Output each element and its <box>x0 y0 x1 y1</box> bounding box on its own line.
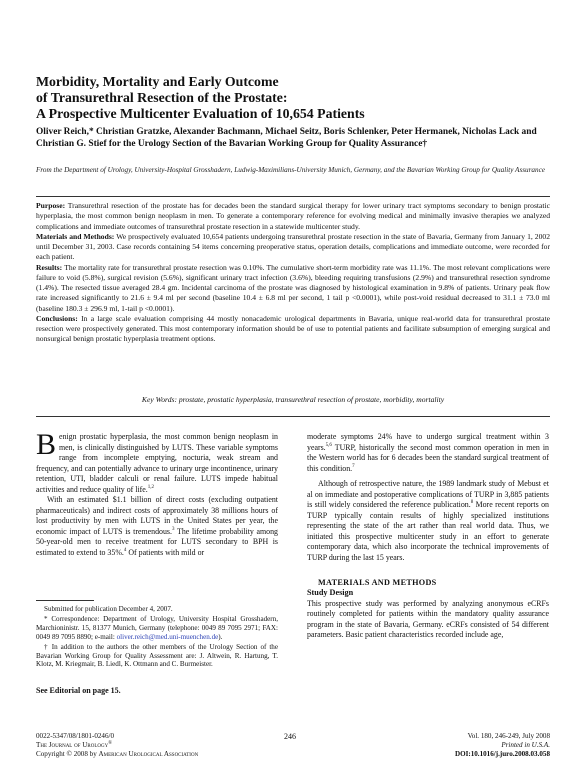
abstract-results <box>36 263 550 314</box>
results-text: The mortality rate for transurethral prostate resection was 0.10%. The cumulative short-term morbidity rate was 11.1%. The most relevant complications were failure to void (5.8%), surgical revision (5.6%), significant urinary tract infection (3.6%), bleeding requiring transfusions (2.9%) and transurethral resection syndrome (1.4%). The resected tissue averaged 28.4 gm. Incidental carcinoma of the prostate was diagnosed by histological examination in 9.8% of patients. Urinary peak flow rate increased significantly to 21.6 ± 9.4 ml per second (baseline 10.4 ± 6.8 ml per second, 1 tail p <0.0001), while post-void residual decreased to 31.1 ± 73.0 ml (baseline 180.3 ± 296.9 ml, 1-tail p <0.0001). <box>36 262 550 313</box>
abstract <box>36 201 550 345</box>
copyright-text: Copyright © 2008 by <box>36 750 99 759</box>
issn-code: 0022-5347/08/1801-0246/0 <box>36 732 115 740</box>
affiliation: From the Department of Urology, University-Hospital Grosshadern, Ludwig-Maximilians-University Munich, Germany, and the Bavarian Working Group for Quality Assurance <box>36 166 545 174</box>
intro-paragraph-2 <box>36 495 278 558</box>
title-line-3: A Prospective Multicenter Evaluation of 10,654 Patients <box>36 106 365 122</box>
intro-paragraph-4 <box>307 479 549 563</box>
ref-7[interactable]: 7 <box>352 463 355 469</box>
copyright-line <box>36 750 198 759</box>
intro-p4-text-a: Although of retrospective nature, the 1989 landmark study of Mebust et al on immediate and postoperative complications of TURP in 3,885 patients is still widely considered the reference publication. <box>307 479 549 510</box>
methods-paragraph-1: This prospective study was performed by analyzing anonymous eCRFs routinely completed for patients within the mandatory quality assurance program in the state of Bavaria, Germany. eCRFs consisted of 54 different parameters. Basic patient characteristics recorded include age, <box>307 598 549 640</box>
purpose-label: Purpose: <box>36 201 66 210</box>
printed-in: Printed in U.S.A. <box>501 741 550 750</box>
subheading-study-design: Study Design <box>307 588 354 598</box>
footer-right <box>455 732 550 760</box>
section-heading-methods: MATERIALS AND METHODS <box>318 577 437 587</box>
registered-mark: ® <box>108 741 113 747</box>
page-number: 246 <box>284 732 296 741</box>
correspondence-text: * Correspondence: Department of Urology, University Hospital Grosshadern, Marchioninistr. 15, 81377 Munich, Germany (telephone: 0049 89 7095 2971; FAX: 0049 89 7095 8890; e-mail: <box>36 614 278 641</box>
drop-cap: B <box>36 428 57 461</box>
key-words: Key Words: prostate, prostatic hyperplasia, transurethral resection of prostate, morbidity, mortality <box>141 395 445 404</box>
article-title <box>36 74 556 123</box>
methods-text: We prospectively evaluated 10,654 patients undergoing transurethral prostate resection in the state of Bavaria, Germany from January 1, 2002 until December 31, 2003. Case records containing 54 items concerning preoperative status, operation details, complications and immediate outcome, were recorded for each patient. <box>36 231 550 262</box>
abstract-conclusions <box>36 314 550 345</box>
footer-left <box>36 732 198 760</box>
ref-5-6[interactable]: 5,6 <box>325 442 332 448</box>
intro-p4-text-b: More recent reports on TURP typically contain results of highly specialized institutions representing the state of the art rather than real world data. Thus, we initiated this prospective multicenter study in an effort to generate contemporary data, which also incorporate the technical improvements of TURP during the last 15 years. <box>307 500 549 563</box>
intro-p2-text-c: Of patients with mild or <box>126 548 205 558</box>
footnotes <box>36 605 278 670</box>
intro-p2-text-a: With an estimated $1.1 billion of direct costs (excluding outpatient pharmaceuticals) and indirect costs of approximately 38 millions hours of lost productivity by men with LUTS in the United States per year, the economic impact of LUTS is tremendous. <box>36 495 278 536</box>
results-label: Results: <box>36 262 63 272</box>
title-line-1: Morbidity, Mortality and Early Outcome <box>36 74 279 89</box>
conclusions-text: In a large scale evaluation comprising 44 mostly nonacademic urological departments in Bavaria, unique real-world data for transurethral prostate resection were prospectively generated. This most contemporary information should be of use to potential patients and facilitate subsumption of emerging surgical and nonsurgical benign prostatic hyperplasia treatment options. <box>36 313 550 344</box>
conclusions-label: Conclusions: <box>36 313 78 323</box>
footnote-rule <box>36 600 94 601</box>
ref-3[interactable]: 3 <box>171 526 175 532</box>
intro-paragraph-1 <box>36 428 278 495</box>
methods-label: Materials and Methods: <box>36 231 115 241</box>
abstract-top-rule <box>36 196 550 197</box>
intro-p1-text: enign prostatic hyperplasia, the most common benign neoplasm in men, is clinically distinguished by LUTS. These variable symptoms range from incomplete emptying, nocturia, weak stream and frequency, and can potentially advance to urinary urge incontinence, urinary retention, UTI, bladder calculi or renal failure. LUTS impede habitual activities and reduce quality of life. <box>36 432 278 494</box>
footnote-members: † In addition to the authors the other members of the Urology Section of the Bavarian Working Group for Quality Assessment are: J. Altwein, R. Hartung, T. Klotz, M. Kriegmair, B. Liedl, K. Ottmann and C. Burmeister. <box>36 642 278 669</box>
intro-p3-text-a: moderate symptoms 24% have to undergo surgical treatment within 3 years. <box>307 432 549 452</box>
right-column <box>307 432 549 641</box>
doi[interactable]: DOI:10.1016/j.juro.2008.03.058 <box>454 750 550 759</box>
abstract-methods <box>36 232 550 263</box>
abstract-bottom-rule <box>36 416 550 417</box>
intro-p2-text-b: The lifetime probability among 50-year-old men to receive treatment for LUTS secondary to BPH is estimated to extend to 35%. <box>36 526 279 558</box>
journal-name <box>36 741 198 750</box>
editorial-note: See Editorial on page 15. <box>36 686 121 695</box>
purpose-text: Transurethral resection of the prostate has for decades been the standard surgical therapy for lower urinary tract symptoms secondary to benign prostatic hyperplasia, the most common benign neoplasm in men. To generate a contemporary reference for evolving medical and minimally invasive therapies we analyzed complications and immediate outcomes of transurethral prostate resection in a statewide multicenter study. <box>36 201 551 231</box>
ref-4[interactable]: 4 <box>123 548 127 554</box>
footnote-submitted: Submitted for publication December 4, 2007. <box>44 605 173 613</box>
email-link[interactable]: oliver.reich@med.uni-muenchen.de <box>116 632 219 641</box>
ref-8[interactable]: 8 <box>470 500 474 506</box>
intro-paragraph-3 <box>307 432 549 474</box>
title-line-2: of Transurethral Resection of the Prostate: <box>36 90 288 106</box>
author-list: Oliver Reich,* Christian Gratzke, Alexander Bachmann, Michael Seitz, Boris Schlenker, Peter Hermanek, Nicholas Lack and Christian G. Stief for the Urology Section of the Bavarian Working Group for Quality Assurance† <box>36 127 537 150</box>
journal-name-text: The Journal of Urology <box>36 741 109 750</box>
volume-info: Vol. 180, 246-249, July 2008 <box>467 732 550 740</box>
intro-p3-text-b: TURP, historically the second most common operation in men in the Western world has for 6 decades been the standard surgical treatment of this condition. <box>307 442 549 473</box>
correspondence-end: ). <box>218 632 223 641</box>
association-name: American Urological Association <box>98 750 199 759</box>
left-column <box>36 428 279 559</box>
ref-1-2[interactable]: 1,2 <box>147 484 154 490</box>
abstract-purpose <box>36 201 550 232</box>
footnote-correspondence <box>36 615 278 642</box>
